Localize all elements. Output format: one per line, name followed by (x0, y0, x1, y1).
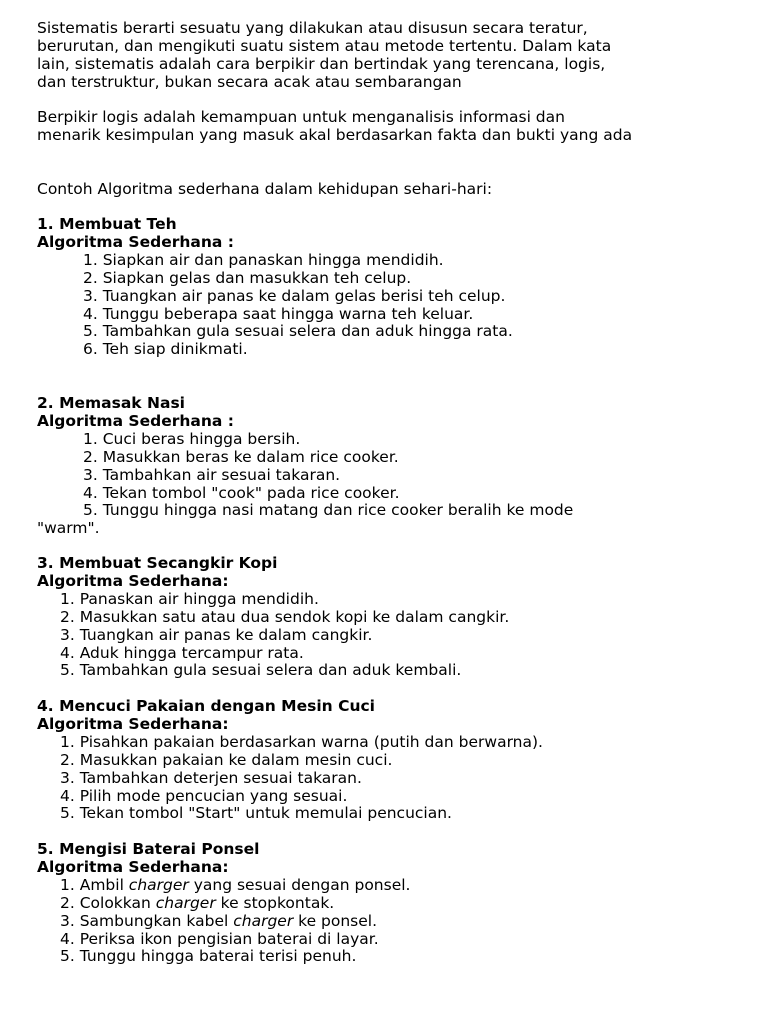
section-mencuci-pakaian (37, 698, 543, 823)
step-text: 1. Ambil (60, 875, 129, 894)
step-emphasis: charger (128, 875, 189, 894)
section-memasak-nasi (37, 395, 573, 538)
step-emphasis: charger (233, 911, 294, 930)
section-subtitle: Algoritma Sederhana: (37, 714, 229, 733)
list-item: 3. Tuangkan air panas ke dalam cangkir. (60, 625, 373, 644)
list-item (37, 877, 410, 895)
intro-paragraph-2 (37, 109, 632, 145)
section-membuat-teh (37, 216, 513, 359)
list-item: 3. Tuangkan air panas ke dalam gelas berisi teh celup. (83, 286, 506, 305)
list-item: 4. Aduk hingga tercampur rata. (60, 643, 304, 662)
list-item: 5. Tekan tombol "Start" untuk memulai pencucian. (60, 804, 452, 823)
intro-paragraph-3 (37, 181, 492, 199)
list-item: 4. Tekan tombol "cook" pada rice cooker. (83, 483, 400, 502)
intro-line: Berpikir logis adalah kemampuan untuk menganalisis informasi dan (37, 108, 565, 126)
list-item: 5. Tambahkan gula sesuai selera dan aduk kembali. (60, 661, 462, 680)
section-subtitle: Algoritma Sederhana : (37, 411, 234, 430)
section-title: 5. Mengisi Baterai Ponsel (37, 840, 260, 858)
section-title: 1. Membuat Teh (37, 215, 177, 233)
step-text: ke ponsel. (293, 911, 378, 930)
list-item (37, 895, 410, 913)
intro-paragraph-1 (37, 20, 611, 92)
list-item: 5. Tunggu hingga nasi matang dan rice cooker beralih ke mode (83, 501, 574, 520)
list-item: 1. Siapkan air dan panaskan hingga mendidih. (83, 250, 444, 269)
section-subtitle: Algoritma Sederhana : (37, 232, 234, 251)
list-item-continuation: "warm". (37, 519, 100, 538)
list-item: 4. Pilih mode pencucian yang sesuai. (60, 786, 348, 805)
intro-line: lain, sistematis adalah cara berpikir dan bertindak yang terencana, logis, (37, 54, 606, 73)
list-item: 1. Panaskan air hingga mendidih. (60, 589, 319, 608)
list-item: 3. Tambahkan air sesuai takaran. (83, 465, 341, 484)
intro-line: dan terstruktur, bukan secara acak atau sembarangan (37, 72, 462, 91)
list-item: 6. Teh siap dinikmati. (83, 340, 248, 359)
list-item (37, 948, 410, 966)
step-text: yang sesuai dengan ponsel. (188, 875, 411, 894)
list-item: 4. Tunggu beberapa saat hingga warna teh keluar. (83, 304, 474, 323)
list-item: 3. Tambahkan deterjen sesuai takaran. (60, 768, 362, 787)
step-text: 2. Colokkan (60, 893, 156, 912)
section-title: 4. Mencuci Pakaian dengan Mesin Cuci (37, 697, 375, 715)
list-item: 2. Siapkan gelas dan masukkan teh celup. (83, 268, 412, 287)
list-item: 2. Masukkan beras ke dalam rice cooker. (83, 447, 399, 466)
section-subtitle: Algoritma Sederhana: (37, 857, 229, 876)
intro-line: menarik kesimpulan yang masuk akal berdasarkan fakta dan bukti yang ada (37, 125, 633, 144)
list-item: 2. Masukkan pakaian ke dalam mesin cuci. (60, 750, 393, 769)
list-item: 2. Masukkan satu atau dua sendok kopi ke dalam cangkir. (60, 607, 510, 626)
section-mengisi-baterai (37, 841, 410, 966)
intro-line: Sistematis berarti sesuatu yang dilakukan atau disusun secara teratur, (37, 19, 588, 37)
step-text: 4. Periksa ikon pengisian baterai di layar. (60, 929, 379, 948)
section-subtitle: Algoritma Sederhana: (37, 571, 229, 590)
list-item: 1. Pisahkan pakaian berdasarkan warna (putih dan berwarna). (60, 732, 543, 751)
step-text: 5. Tunggu hingga baterai terisi penuh. (60, 947, 357, 966)
list-item: 5. Tambahkan gula sesuai selera dan aduk hingga rata. (83, 322, 513, 341)
section-title: 2. Memasak Nasi (37, 394, 185, 412)
step-emphasis: charger (155, 893, 216, 912)
intro-line: berurutan, dan mengikuti suatu sistem atau metode tertentu. Dalam kata (37, 36, 612, 55)
section-title: 3. Membuat Secangkir Kopi (37, 554, 278, 572)
list-item: 1. Cuci beras hingga bersih. (83, 429, 301, 448)
section-membuat-kopi (37, 555, 509, 680)
list-item (37, 913, 410, 931)
intro-line: Contoh Algoritma sederhana dalam kehidupan sehari-hari: (37, 180, 493, 198)
step-text: 3. Sambungkan kabel (60, 911, 234, 930)
list-item (37, 931, 410, 949)
step-text: ke stopkontak. (215, 893, 335, 912)
